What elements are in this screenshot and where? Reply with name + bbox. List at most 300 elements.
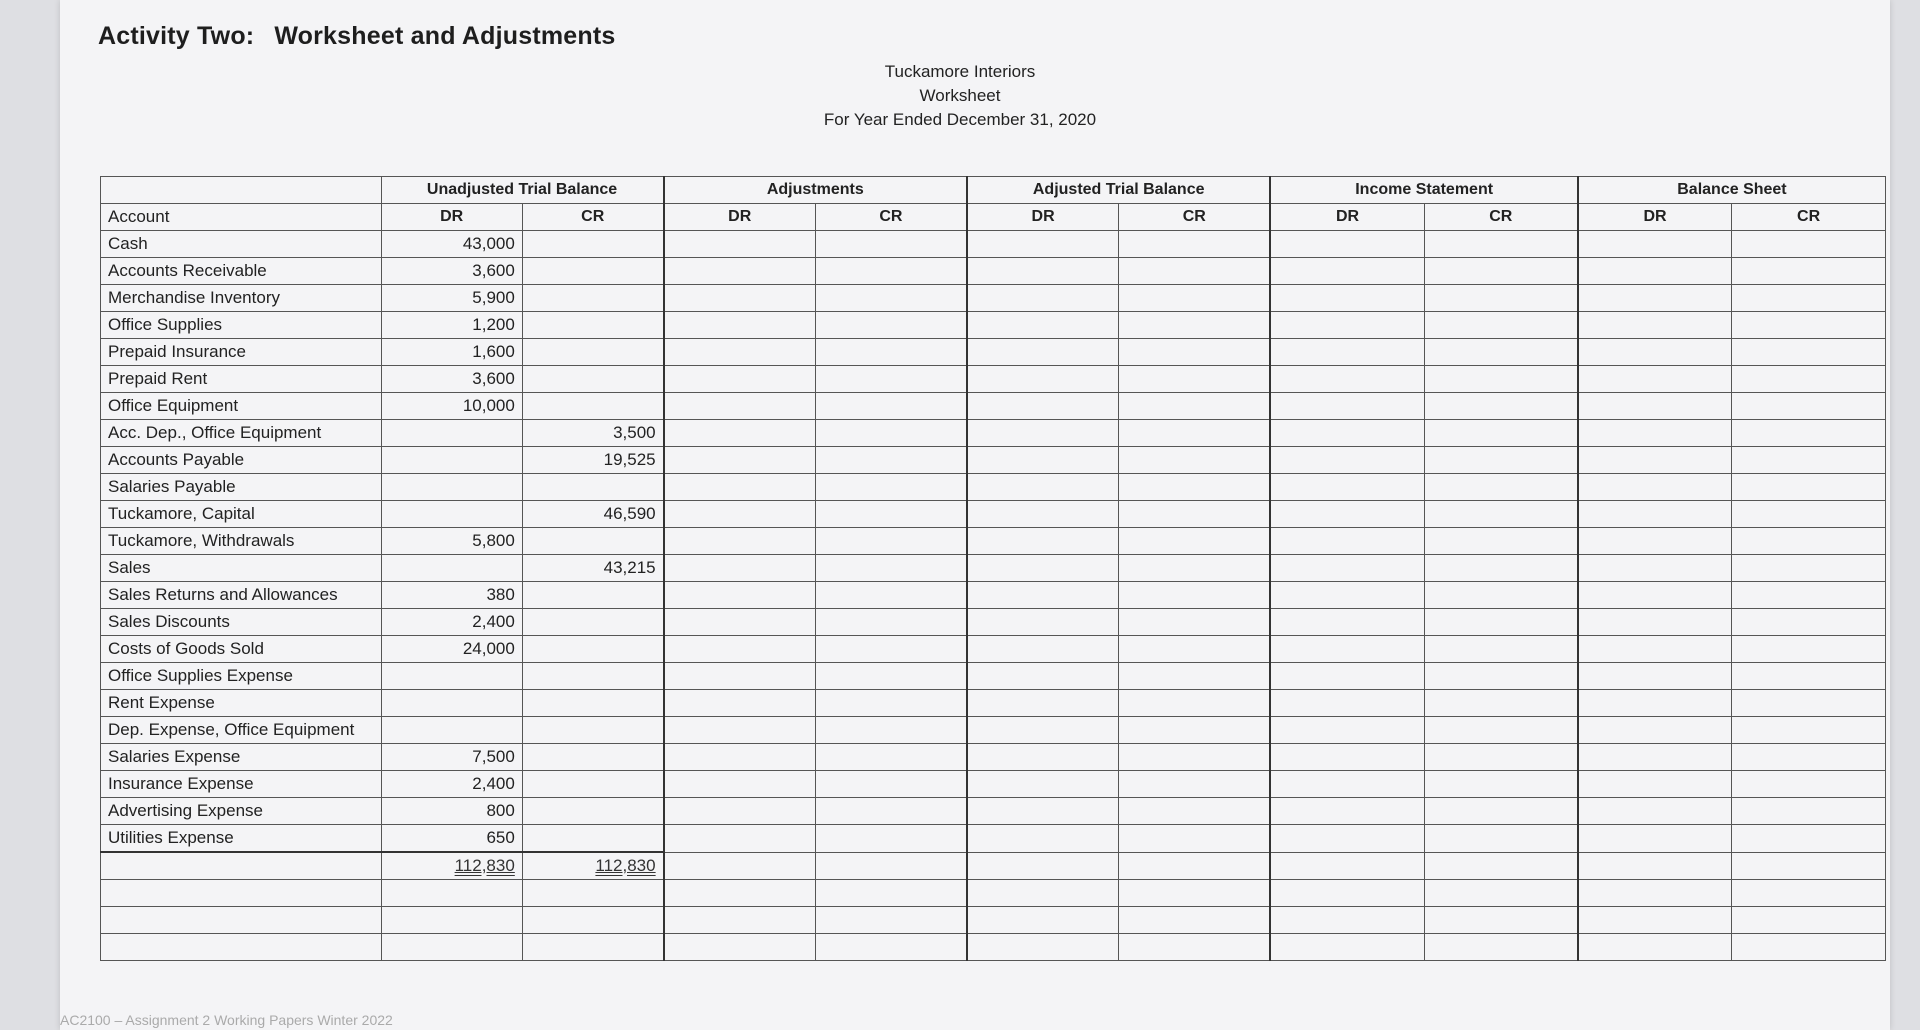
unadjusted-dr-cell: 380 bbox=[381, 582, 522, 609]
adjustments-dr-cell bbox=[664, 690, 816, 717]
adjustments-cr-cell bbox=[815, 474, 967, 501]
income-dr-cell bbox=[1270, 609, 1424, 636]
balance-cr-cell bbox=[1732, 420, 1886, 447]
adjustments-dr-cell bbox=[664, 501, 816, 528]
adjusted-dr-cell bbox=[967, 258, 1119, 285]
account-name-cell: Tuckamore, Withdrawals bbox=[101, 528, 382, 555]
adjustments-cr-cell bbox=[815, 528, 967, 555]
unadjusted-cr-cell bbox=[522, 717, 663, 744]
unadjusted-cr-cell: 46,590 bbox=[522, 501, 663, 528]
adjustments-dr-cell bbox=[664, 663, 816, 690]
adjusted-dr-cell bbox=[967, 501, 1119, 528]
balance-dr-cell bbox=[1578, 907, 1732, 934]
income-cr-cell bbox=[1424, 771, 1578, 798]
adjusted-cr-cell bbox=[1119, 231, 1271, 258]
income-cr-cell bbox=[1424, 366, 1578, 393]
income-dr-cell bbox=[1270, 474, 1424, 501]
adjustments-dr-cell bbox=[664, 934, 816, 961]
unadjusted-cr-cell bbox=[522, 312, 663, 339]
adjusted-cr-cell bbox=[1119, 825, 1271, 853]
account-name-cell: Office Supplies bbox=[101, 312, 382, 339]
adjusted-cr-cell bbox=[1119, 771, 1271, 798]
adjustments-cr-cell bbox=[815, 934, 967, 961]
unadjusted-cr-cell bbox=[522, 744, 663, 771]
account-row bbox=[101, 312, 1886, 339]
unadjusted-dr-cell: 7,500 bbox=[381, 744, 522, 771]
account-name-cell: Merchandise Inventory bbox=[101, 285, 382, 312]
adjusted-dr-cell bbox=[967, 339, 1119, 366]
adjustments-cr-cell bbox=[815, 880, 967, 907]
income-group-header: Income Statement bbox=[1270, 177, 1578, 204]
balance-cr-cell bbox=[1732, 231, 1886, 258]
adjustments-dr-cell bbox=[664, 474, 816, 501]
adjusted-dr-cell bbox=[967, 582, 1119, 609]
income-dr-cell bbox=[1270, 312, 1424, 339]
income-cr-cell bbox=[1424, 339, 1578, 366]
adjusted-dr-cell bbox=[967, 690, 1119, 717]
adjusted-cr-cell bbox=[1119, 907, 1271, 934]
income-dr-cell bbox=[1270, 366, 1424, 393]
unadjusted-cr-cell bbox=[522, 880, 663, 907]
account-name-cell: Rent Expense bbox=[101, 690, 382, 717]
account-row bbox=[101, 501, 1886, 528]
income-cr-cell bbox=[1424, 609, 1578, 636]
account-name-cell: Costs of Goods Sold bbox=[101, 636, 382, 663]
balance-cr-cell bbox=[1732, 447, 1886, 474]
adjusted-group-header: Adjusted Trial Balance bbox=[967, 177, 1270, 204]
unadjusted-dr-cell: 24,000 bbox=[381, 636, 522, 663]
unadjusted-dr-cell bbox=[381, 663, 522, 690]
balance-cr-cell bbox=[1732, 663, 1886, 690]
balance-dr-cell bbox=[1578, 744, 1732, 771]
income-cr-cell bbox=[1424, 663, 1578, 690]
adjustments-cr-cell bbox=[815, 231, 967, 258]
income-dr-cell bbox=[1270, 393, 1424, 420]
unadjusted-dr-cell: 3,600 bbox=[381, 258, 522, 285]
balance-dr-cell bbox=[1578, 447, 1732, 474]
worksheet-rows bbox=[101, 231, 1886, 961]
unadjusted-dr-total: 112,830 bbox=[454, 856, 515, 875]
adjusted-cr-cell bbox=[1119, 555, 1271, 582]
adjusted-cr-cell bbox=[1119, 636, 1271, 663]
unadjusted-cr-cell bbox=[522, 366, 663, 393]
balance-dr-cell bbox=[1578, 366, 1732, 393]
income-dr-cell bbox=[1270, 339, 1424, 366]
income-cr-cell bbox=[1424, 880, 1578, 907]
account-row bbox=[101, 717, 1886, 744]
income-dr-cell bbox=[1270, 825, 1424, 853]
adjusted-cr-cell bbox=[1119, 582, 1271, 609]
balance-cr-cell bbox=[1732, 528, 1886, 555]
adjusted-dr-cell bbox=[967, 636, 1119, 663]
account-name-cell: Acc. Dep., Office Equipment bbox=[101, 420, 382, 447]
income-dr-cell bbox=[1270, 582, 1424, 609]
adjustments-cr-cell bbox=[815, 366, 967, 393]
adjusted-cr-cell bbox=[1119, 339, 1271, 366]
adjustments-dr-cell bbox=[664, 582, 816, 609]
income-dr-cell bbox=[1270, 663, 1424, 690]
adjusted-cr-cell bbox=[1119, 447, 1271, 474]
adjusted-dr-cell bbox=[967, 852, 1119, 880]
adjusted-dr-cell bbox=[967, 555, 1119, 582]
account-row bbox=[101, 366, 1886, 393]
adjustments-cr-cell bbox=[815, 798, 967, 825]
balance-dr-cell bbox=[1578, 501, 1732, 528]
adjustments-dr-cell bbox=[664, 744, 816, 771]
account-name-cell: Prepaid Insurance bbox=[101, 339, 382, 366]
balance-cr-header: CR bbox=[1732, 204, 1886, 231]
adjusted-cr-cell bbox=[1119, 798, 1271, 825]
account-row bbox=[101, 582, 1886, 609]
adjustments-dr-cell bbox=[664, 825, 816, 853]
adjusted-cr-cell bbox=[1119, 258, 1271, 285]
account-row bbox=[101, 663, 1886, 690]
adjustments-cr-cell bbox=[815, 312, 967, 339]
balance-cr-cell bbox=[1732, 852, 1886, 880]
unadjusted-dr-total-cell bbox=[381, 852, 522, 880]
balance-cr-cell bbox=[1732, 934, 1886, 961]
balance-dr-cell bbox=[1578, 339, 1732, 366]
unadjusted-cr-cell bbox=[522, 582, 663, 609]
adjusted-cr-cell bbox=[1119, 474, 1271, 501]
balance-dr-cell bbox=[1578, 420, 1732, 447]
adjusted-dr-cell bbox=[967, 366, 1119, 393]
unadjusted-cr-cell bbox=[522, 798, 663, 825]
income-cr-cell bbox=[1424, 636, 1578, 663]
balance-dr-cell bbox=[1578, 825, 1732, 853]
account-row bbox=[101, 555, 1886, 582]
unadjusted-cr-cell bbox=[522, 690, 663, 717]
unadjusted-cr-cell bbox=[522, 934, 663, 961]
income-dr-cell bbox=[1270, 501, 1424, 528]
account-name-cell: Utilities Expense bbox=[101, 825, 382, 853]
account-name-cell: Sales Discounts bbox=[101, 609, 382, 636]
unadjusted-cr-cell bbox=[522, 231, 663, 258]
income-dr-cell bbox=[1270, 528, 1424, 555]
income-dr-cell bbox=[1270, 852, 1424, 880]
income-cr-cell bbox=[1424, 231, 1578, 258]
balance-dr-cell bbox=[1578, 690, 1732, 717]
balance-dr-cell bbox=[1578, 285, 1732, 312]
account-name-cell: Sales Returns and Allowances bbox=[101, 582, 382, 609]
adjustments-dr-cell bbox=[664, 366, 816, 393]
account-name-cell bbox=[101, 880, 382, 907]
adjusted-cr-cell bbox=[1119, 528, 1271, 555]
account-name-cell: Accounts Payable bbox=[101, 447, 382, 474]
balance-cr-cell bbox=[1732, 393, 1886, 420]
income-cr-cell bbox=[1424, 555, 1578, 582]
blank-header-cell bbox=[101, 177, 382, 204]
income-dr-header: DR bbox=[1270, 204, 1424, 231]
unadjusted-dr-cell bbox=[381, 447, 522, 474]
account-name-cell: Accounts Receivable bbox=[101, 258, 382, 285]
adjustments-dr-cell bbox=[664, 312, 816, 339]
adjustments-dr-cell bbox=[664, 420, 816, 447]
adjusted-dr-cell bbox=[967, 312, 1119, 339]
account-row bbox=[101, 339, 1886, 366]
income-cr-cell bbox=[1424, 312, 1578, 339]
adjusted-dr-cell bbox=[967, 798, 1119, 825]
income-cr-cell bbox=[1424, 798, 1578, 825]
income-dr-cell bbox=[1270, 231, 1424, 258]
adjustments-dr-cell bbox=[664, 636, 816, 663]
unadjusted-dr-cell: 2,400 bbox=[381, 609, 522, 636]
balance-dr-cell bbox=[1578, 852, 1732, 880]
balance-cr-cell bbox=[1732, 258, 1886, 285]
account-row bbox=[101, 474, 1886, 501]
unadjusted-dr-cell bbox=[381, 690, 522, 717]
adjusted-dr-cell bbox=[967, 880, 1119, 907]
unadjusted-cr-total-cell bbox=[522, 852, 663, 880]
adjustments-cr-cell bbox=[815, 636, 967, 663]
adjusted-cr-cell bbox=[1119, 852, 1271, 880]
adjustments-dr-cell bbox=[664, 285, 816, 312]
adjusted-cr-cell bbox=[1119, 744, 1271, 771]
account-name-cell: Office Equipment bbox=[101, 393, 382, 420]
adjusted-dr-cell bbox=[967, 285, 1119, 312]
adjusted-dr-header: DR bbox=[967, 204, 1119, 231]
account-row bbox=[101, 231, 1886, 258]
unadjusted-dr-cell: 2,400 bbox=[381, 771, 522, 798]
adjustments-dr-cell bbox=[664, 880, 816, 907]
unadjusted-cr-cell: 19,525 bbox=[522, 447, 663, 474]
adjusted-dr-cell bbox=[967, 447, 1119, 474]
balance-cr-cell bbox=[1732, 798, 1886, 825]
adjustments-dr-cell bbox=[664, 447, 816, 474]
adjustments-cr-cell bbox=[815, 555, 967, 582]
report-name: Worksheet bbox=[919, 86, 1001, 105]
unadjusted-cr-cell bbox=[522, 825, 663, 853]
column-header-row bbox=[101, 204, 1886, 231]
income-dr-cell bbox=[1270, 798, 1424, 825]
unadjusted-cr-cell bbox=[522, 339, 663, 366]
unadjusted-cr-cell bbox=[522, 393, 663, 420]
account-row bbox=[101, 258, 1886, 285]
blank-row bbox=[101, 907, 1886, 934]
income-cr-cell bbox=[1424, 474, 1578, 501]
account-name-cell: Office Supplies Expense bbox=[101, 663, 382, 690]
adjustments-cr-header: CR bbox=[815, 204, 967, 231]
report-period: For Year Ended December 31, 2020 bbox=[823, 110, 1097, 129]
account-name-cell bbox=[101, 934, 382, 961]
adjusted-cr-cell bbox=[1119, 934, 1271, 961]
income-dr-cell bbox=[1270, 285, 1424, 312]
balance-dr-cell bbox=[1578, 258, 1732, 285]
adjusted-dr-cell bbox=[967, 771, 1119, 798]
balance-dr-cell bbox=[1578, 312, 1732, 339]
adjusted-cr-cell bbox=[1119, 420, 1271, 447]
adjustments-cr-cell bbox=[815, 852, 967, 880]
unadjusted-cr-total: 112,830 bbox=[595, 856, 656, 875]
company-name: Tuckamore Interiors bbox=[884, 62, 1036, 81]
unadjusted-dr-cell: 800 bbox=[381, 798, 522, 825]
income-cr-cell bbox=[1424, 825, 1578, 853]
unadjusted-dr-cell bbox=[381, 420, 522, 447]
adjusted-cr-cell bbox=[1119, 609, 1271, 636]
adjusted-dr-cell bbox=[967, 907, 1119, 934]
balance-dr-cell bbox=[1578, 582, 1732, 609]
balance-dr-cell bbox=[1578, 528, 1732, 555]
unadjusted-dr-cell: 10,000 bbox=[381, 393, 522, 420]
income-cr-cell bbox=[1424, 420, 1578, 447]
income-dr-cell bbox=[1270, 258, 1424, 285]
balance-dr-header: DR bbox=[1578, 204, 1732, 231]
account-name-cell: Sales bbox=[101, 555, 382, 582]
account-row bbox=[101, 609, 1886, 636]
unadjusted-dr-cell: 1,600 bbox=[381, 339, 522, 366]
adjustments-cr-cell bbox=[815, 690, 967, 717]
adjustments-cr-cell bbox=[815, 339, 967, 366]
balance-dr-cell bbox=[1578, 231, 1732, 258]
adjusted-dr-cell bbox=[967, 825, 1119, 853]
adjusted-dr-cell bbox=[967, 934, 1119, 961]
adjustments-cr-cell bbox=[815, 420, 967, 447]
adjustments-cr-cell bbox=[815, 744, 967, 771]
balance-dr-cell bbox=[1578, 636, 1732, 663]
balance-cr-cell bbox=[1732, 609, 1886, 636]
blank-row bbox=[101, 880, 1886, 907]
income-cr-cell bbox=[1424, 717, 1578, 744]
income-cr-cell bbox=[1424, 934, 1578, 961]
adjusted-cr-header: CR bbox=[1119, 204, 1271, 231]
balance-cr-cell bbox=[1732, 907, 1886, 934]
unadjusted-dr-header: DR bbox=[381, 204, 522, 231]
income-cr-cell bbox=[1424, 744, 1578, 771]
balance-dr-cell bbox=[1578, 880, 1732, 907]
adjusted-cr-cell bbox=[1119, 717, 1271, 744]
totals-row bbox=[101, 852, 1886, 880]
balance-dr-cell bbox=[1578, 934, 1732, 961]
adjusted-dr-cell bbox=[967, 231, 1119, 258]
income-cr-cell bbox=[1424, 852, 1578, 880]
adjustments-cr-cell bbox=[815, 285, 967, 312]
adjustments-group-header: Adjustments bbox=[664, 177, 967, 204]
balance-cr-cell bbox=[1732, 339, 1886, 366]
income-cr-cell bbox=[1424, 690, 1578, 717]
unadjusted-cr-cell: 43,215 bbox=[522, 555, 663, 582]
income-dr-cell bbox=[1270, 447, 1424, 474]
adjusted-dr-cell bbox=[967, 474, 1119, 501]
adjustments-cr-cell bbox=[815, 663, 967, 690]
account-row bbox=[101, 771, 1886, 798]
adjustments-dr-cell bbox=[664, 771, 816, 798]
adjusted-dr-cell bbox=[967, 744, 1119, 771]
balance-group-header: Balance Sheet bbox=[1578, 177, 1886, 204]
adjusted-dr-cell bbox=[967, 528, 1119, 555]
income-dr-cell bbox=[1270, 636, 1424, 663]
account-name-cell: Salaries Payable bbox=[101, 474, 382, 501]
balance-cr-cell bbox=[1732, 366, 1886, 393]
income-dr-cell bbox=[1270, 420, 1424, 447]
footer-text: AC2100 – Assignment 2 Working Papers Winter 2022 bbox=[60, 1012, 393, 1028]
unadjusted-dr-cell bbox=[381, 934, 522, 961]
unadjusted-dr-cell: 1,200 bbox=[381, 312, 522, 339]
balance-cr-cell bbox=[1732, 285, 1886, 312]
adjustments-dr-cell bbox=[664, 393, 816, 420]
balance-cr-cell bbox=[1732, 636, 1886, 663]
unadjusted-cr-cell bbox=[522, 663, 663, 690]
unadjusted-cr-cell bbox=[522, 528, 663, 555]
balance-cr-cell bbox=[1732, 771, 1886, 798]
account-row bbox=[101, 744, 1886, 771]
balance-dr-cell bbox=[1578, 771, 1732, 798]
balance-cr-cell bbox=[1732, 555, 1886, 582]
income-cr-cell bbox=[1424, 528, 1578, 555]
adjustments-cr-cell bbox=[815, 771, 967, 798]
adjustments-dr-cell bbox=[664, 852, 816, 880]
income-dr-cell bbox=[1270, 717, 1424, 744]
account-row bbox=[101, 447, 1886, 474]
account-row bbox=[101, 690, 1886, 717]
unadjusted-cr-cell bbox=[522, 771, 663, 798]
income-dr-cell bbox=[1270, 880, 1424, 907]
unadjusted-dr-cell bbox=[381, 907, 522, 934]
adjusted-cr-cell bbox=[1119, 393, 1271, 420]
account-row bbox=[101, 528, 1886, 555]
income-cr-cell bbox=[1424, 285, 1578, 312]
adjusted-dr-cell bbox=[967, 393, 1119, 420]
unadjusted-dr-cell: 650 bbox=[381, 825, 522, 853]
balance-dr-cell bbox=[1578, 798, 1732, 825]
adjustments-cr-cell bbox=[815, 258, 967, 285]
adjustments-cr-cell bbox=[815, 501, 967, 528]
adjusted-cr-cell bbox=[1119, 690, 1271, 717]
income-cr-header: CR bbox=[1424, 204, 1578, 231]
adjustments-dr-cell bbox=[664, 609, 816, 636]
adjusted-cr-cell bbox=[1119, 285, 1271, 312]
adjustments-dr-header: DR bbox=[664, 204, 816, 231]
unadjusted-cr-cell bbox=[522, 474, 663, 501]
adjustments-cr-cell bbox=[815, 825, 967, 853]
adjustments-dr-cell bbox=[664, 555, 816, 582]
worksheet-page bbox=[60, 0, 1890, 1030]
group-header-row bbox=[101, 177, 1886, 204]
activity-title-main: Worksheet and Adjustments bbox=[274, 22, 616, 50]
account-name-cell: Dep. Expense, Office Equipment bbox=[101, 717, 382, 744]
adjustments-cr-cell bbox=[815, 609, 967, 636]
income-dr-cell bbox=[1270, 690, 1424, 717]
balance-dr-cell bbox=[1578, 555, 1732, 582]
adjustments-cr-cell bbox=[815, 393, 967, 420]
blank-row bbox=[101, 934, 1886, 961]
account-row bbox=[101, 825, 1886, 853]
unadjusted-cr-cell bbox=[522, 636, 663, 663]
account-name-cell: Advertising Expense bbox=[101, 798, 382, 825]
unadjusted-cr-cell bbox=[522, 609, 663, 636]
income-cr-cell bbox=[1424, 907, 1578, 934]
unadjusted-dr-cell: 5,900 bbox=[381, 285, 522, 312]
adjustments-cr-cell bbox=[815, 582, 967, 609]
adjustments-dr-cell bbox=[664, 717, 816, 744]
activity-title bbox=[98, 22, 615, 51]
balance-dr-cell bbox=[1578, 663, 1732, 690]
income-dr-cell bbox=[1270, 771, 1424, 798]
totals-label-cell bbox=[101, 852, 382, 880]
income-cr-cell bbox=[1424, 393, 1578, 420]
worksheet-heading bbox=[60, 60, 1860, 132]
adjustments-dr-cell bbox=[664, 798, 816, 825]
adjusted-cr-cell bbox=[1119, 366, 1271, 393]
balance-cr-cell bbox=[1732, 474, 1886, 501]
unadjusted-dr-cell: 3,600 bbox=[381, 366, 522, 393]
balance-dr-cell bbox=[1578, 609, 1732, 636]
account-name-cell bbox=[101, 907, 382, 934]
account-row bbox=[101, 798, 1886, 825]
adjusted-dr-cell bbox=[967, 663, 1119, 690]
unadjusted-cr-cell bbox=[522, 258, 663, 285]
balance-cr-cell bbox=[1732, 825, 1886, 853]
income-cr-cell bbox=[1424, 258, 1578, 285]
